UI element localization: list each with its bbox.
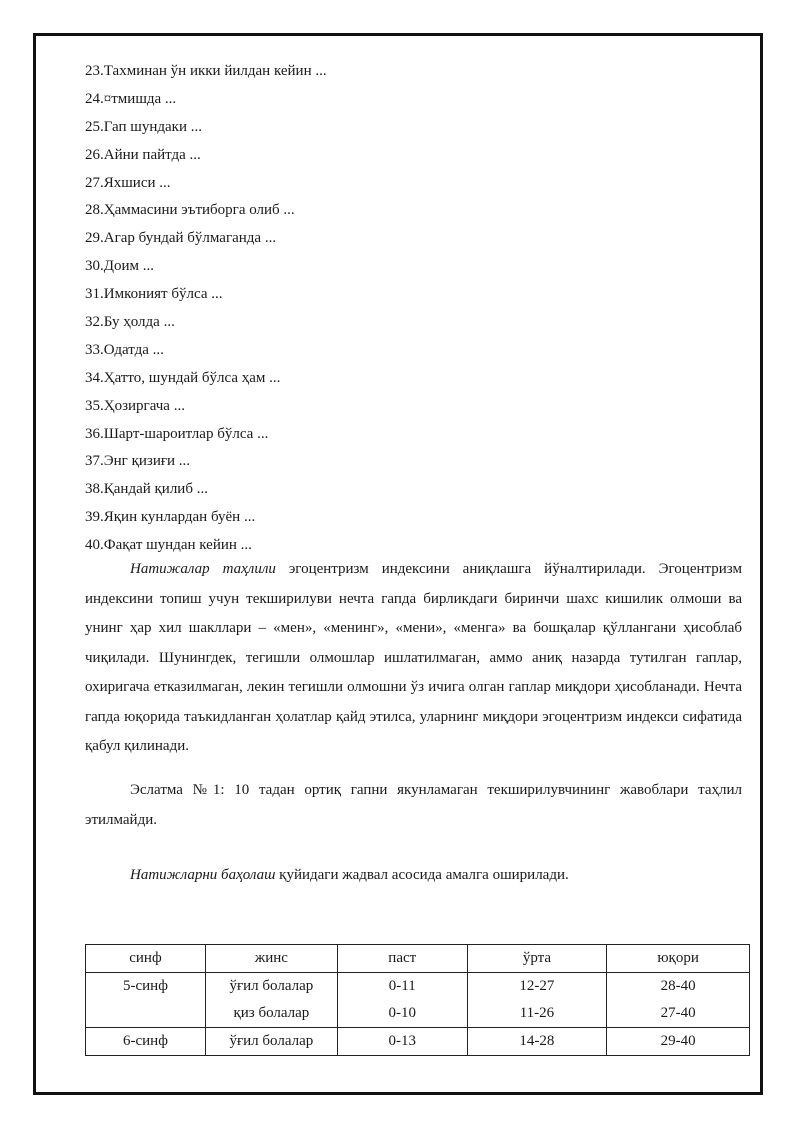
evaluation-lead: Натижларни баҳолаш: [130, 867, 276, 883]
evaluation-text: қуйидаги жадвал асосида амалга оширилади.: [275, 867, 569, 883]
list-item: 38.Қандай қилиб ...: [85, 481, 208, 498]
list-item: 37.Энг қизиғи ...: [85, 453, 191, 470]
norms-table: [85, 944, 750, 1056]
list-item: 24.¤тмишда ...: [85, 90, 177, 107]
list-item: 33.Одатда ...: [85, 341, 164, 358]
mid-cell: 12-27 11-26: [467, 973, 607, 1028]
list-item: 28.Ҳаммасини эътиборга олиб ...: [85, 202, 295, 219]
table-row: [86, 1028, 750, 1056]
list-item: 39.Яқин кунлардан буён ...: [85, 509, 256, 526]
header-high: юқори: [607, 945, 750, 973]
list-item: 27.Яхшиси ...: [85, 174, 171, 191]
analysis-paragraph: [85, 555, 742, 762]
grade-cell: 5-синф: [86, 973, 206, 1028]
low-cell: 0-13: [337, 1028, 467, 1056]
analysis-text: эгоцентризм индексини аниқлашга йўналтирилади. Эгоцентризм индексини топиш учун текширилуви нечта гапда бирликдаги биринчи шахс кишилик олмоши ва унинг ҳар хил шакллари – «мен», «менинг», «мени», «менга» ва бошқалар қўллангани ҳисоблаб чиқилади. Шунингдек, тегишли олмошлар ишлатилмаган, аммо аниқ назарда тутилган гаплар, охиригача етказилмаган, лекин тегишли олмошни ўз ичига олган гаплар миқдори ҳисобланади. Нечта гапда юқорида таъкидланган ҳолатлар қайд этилса, уларнинг миқдори эгоцентризм индекси сифатида қабул қилинади.: [85, 561, 742, 754]
list-item: 25.Гап шундаки ...: [85, 118, 202, 135]
header-grade: синф: [86, 945, 206, 973]
note-paragraph: Эслатма №1: 10 тадан ортиқ гапни якунламаган текширилувчининг жавоблари таҳлил этилмайди.: [85, 782, 742, 828]
list-item: 23.Тахминан ўн икки йилдан кейин ...: [85, 63, 327, 79]
table-row: [86, 973, 750, 1028]
high-cell: 29-40: [607, 1028, 750, 1056]
list-item: 40.Фақат шундан кейин ...: [85, 537, 252, 554]
table-header-row: [86, 945, 750, 973]
list-item: 32.Бу ҳолда ...: [85, 314, 175, 331]
list-item: 29.Агар бундай бўлмаганда ...: [85, 230, 277, 247]
list-item: 31.Имконият бўлса ...: [85, 286, 223, 303]
gender-cell: ўғил болалар қиз болалар: [205, 973, 337, 1028]
high-cell: 28-40 27-40: [607, 973, 750, 1028]
header-low: паст: [337, 945, 467, 973]
gender-cell: ўғил болалар: [205, 1028, 337, 1056]
analysis-lead: Натижалар таҳлили: [130, 561, 276, 577]
list-item: 34.Ҳатто, шундай бўлса ҳам ...: [85, 369, 281, 386]
list-item: 36.Шарт-шароитлар бўлса ...: [85, 425, 269, 442]
evaluation-paragraph: [85, 861, 742, 891]
list-item: 30.Доим ...: [85, 258, 155, 275]
header-mid: ўрта: [467, 945, 607, 973]
sentence-list: [85, 58, 327, 560]
mid-cell: 14-28: [467, 1028, 607, 1056]
header-gender: жинс: [205, 945, 337, 973]
list-item: 26.Айни пайтда ...: [85, 146, 201, 163]
list-item: 35.Ҳозиргача ...: [85, 397, 185, 414]
low-cell: 0-11 0-10: [337, 973, 467, 1028]
grade-cell: 6-синф: [86, 1028, 206, 1056]
